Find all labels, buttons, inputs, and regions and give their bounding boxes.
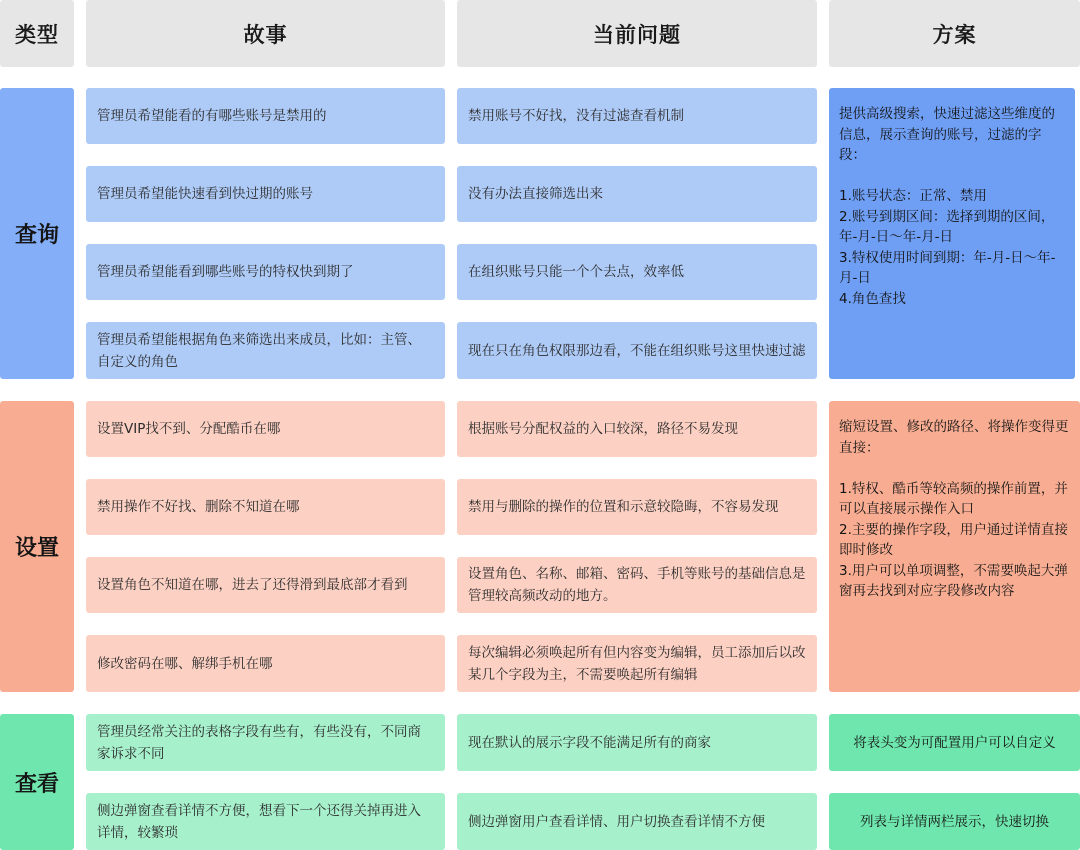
story-cell: 管理员经常关注的表格字段有些有，有些没有，不同商家诉求不同 bbox=[86, 714, 445, 771]
header-story: 故事 bbox=[86, 0, 445, 67]
story-cell: 侧边弹窗查看详情不方便，想看下一个还得关掉再进入详情，较繁琐 bbox=[86, 793, 445, 850]
story-cell: 管理员希望能根据角色来筛选出来成员，比如：主管、自定义的角色 bbox=[86, 322, 445, 379]
solution-settings: 缩短设置、修改的路径、将操作变得更直接： 1.特权、酷币等较高频的操作前置，并可以直接展示操作入口 2.主要的操作字段，用户通过详情直接即时修改 3.用户可以单项调整，不需要唤起大弹窗再去找到对应字段修改内容 bbox=[829, 401, 1080, 692]
solution-view-2: 列表与详情两栏展示，快速切换 bbox=[829, 793, 1080, 850]
type-settings: 设置 bbox=[0, 401, 74, 692]
problem-cell: 每次编辑必须唤起所有但内容变为编辑，员工添加后以改某几个字段为主，不需要唤起所有编辑 bbox=[457, 635, 817, 692]
story-cell: 禁用操作不好找、删除不知道在哪 bbox=[86, 479, 445, 535]
type-query: 查询 bbox=[0, 88, 74, 379]
problem-cell: 现在只在角色权限那边看，不能在组织账号这里快速过滤 bbox=[457, 322, 817, 379]
problem-cell: 在组织账号只能一个个去点，效率低 bbox=[457, 244, 817, 300]
header-solution: 方案 bbox=[829, 0, 1080, 67]
solution-view-1: 将表头变为可配置用户可以自定义 bbox=[829, 714, 1080, 771]
story-cell: 管理员希望能快速看到快过期的账号 bbox=[86, 166, 445, 222]
problem-cell: 根据账号分配权益的入口较深，路径不易发现 bbox=[457, 401, 817, 457]
type-view: 查看 bbox=[0, 714, 74, 850]
story-cell: 设置角色不知道在哪，进去了还得滑到最底部才看到 bbox=[86, 557, 445, 613]
header-type: 类型 bbox=[0, 0, 74, 67]
header-problem: 当前问题 bbox=[457, 0, 817, 67]
solution-query: 提供高级搜索，快速过滤这些维度的信息，展示查询的账号，过滤的字段： 1.账号状态：正常、禁用 2.账号到期区间：选择到期的区间，年-月-日～年-月-日 3.特权使用时间到期：年-月-日～年-月-日 4.角色查找 bbox=[829, 88, 1075, 379]
story-cell: 管理员希望能看的有哪些账号是禁用的 bbox=[86, 88, 445, 144]
story-cell: 设置VIP找不到、分配酷币在哪 bbox=[86, 401, 445, 457]
problem-cell: 设置角色、名称、邮箱、密码、手机等账号的基础信息是管理较高频改动的地方。 bbox=[457, 557, 817, 613]
story-cell: 修改密码在哪、解绑手机在哪 bbox=[86, 635, 445, 692]
problem-cell: 禁用账号不好找，没有过滤查看机制 bbox=[457, 88, 817, 144]
story-cell: 管理员希望能看到哪些账号的特权快到期了 bbox=[86, 244, 445, 300]
problem-cell: 侧边弹窗用户查看详情、用户切换查看详情不方便 bbox=[457, 793, 817, 850]
problem-cell: 禁用与删除的操作的位置和示意较隐晦，不容易发现 bbox=[457, 479, 817, 535]
problem-cell: 现在默认的展示字段不能满足所有的商家 bbox=[457, 714, 817, 771]
problem-cell: 没有办法直接筛选出来 bbox=[457, 166, 817, 222]
